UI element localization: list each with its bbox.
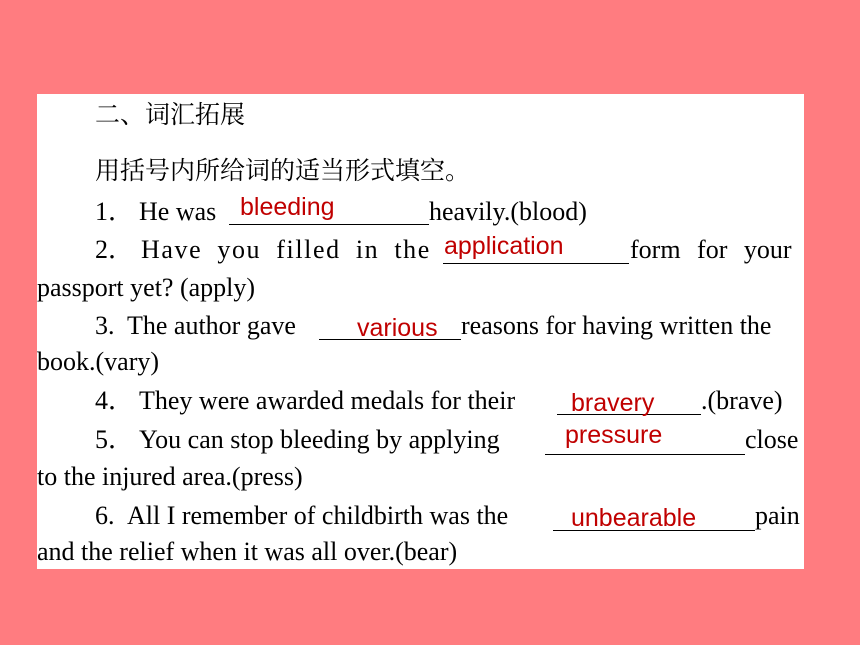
item-prompt-after: close [745,425,799,454]
item-prompt-before: The author gave [127,311,296,340]
item-prompt-before: Have you filled in the [141,235,431,264]
item-prompt-after: reasons for having written the [461,311,772,340]
item-number: 4． [95,386,135,415]
item-prompt-before: You can stop bleeding by applying [139,425,500,454]
answer-text: bleeding [240,193,335,221]
item-number: 1． [95,197,135,226]
answer-blank [545,454,745,455]
item-prompt-before: All I remember of childbirth was the [127,501,509,530]
answer-text: various [357,314,438,342]
answer-text: bravery [571,389,655,417]
answer-text: pressure [565,421,663,449]
item-prompt-after-line2: book.(vary) [37,347,160,376]
item-prompt-after-line2: to the injured area.(press) [37,462,303,491]
answer-text: unbearable [571,504,697,532]
answer-blank [443,263,629,264]
item-number: 6. [95,501,115,530]
item-prompt-after: heavily.(blood) [429,197,587,226]
item-number: 5． [95,425,135,454]
answer-text: application [444,232,564,260]
section-title: 二、词汇拓展 [95,100,246,129]
item-number: 3. [95,311,115,340]
item-prompt-after: pain [755,501,800,530]
answer-blank [229,224,429,225]
item-number: 2． [95,235,135,264]
item-prompt-before: They were awarded medals for their [139,386,516,415]
item-prompt-after: form for your [630,235,792,264]
exercise-card [37,94,804,569]
item-prompt-after-line2: passport yet? (apply) [37,273,256,302]
item-prompt-before: He was [139,197,217,226]
item-prompt-after-line2: and the relief when it was all over.(bear) [37,537,458,566]
item-prompt-after: .(brave) [701,386,783,415]
instruction-text: 用括号内所给词的适当形式填空。 [95,156,471,185]
